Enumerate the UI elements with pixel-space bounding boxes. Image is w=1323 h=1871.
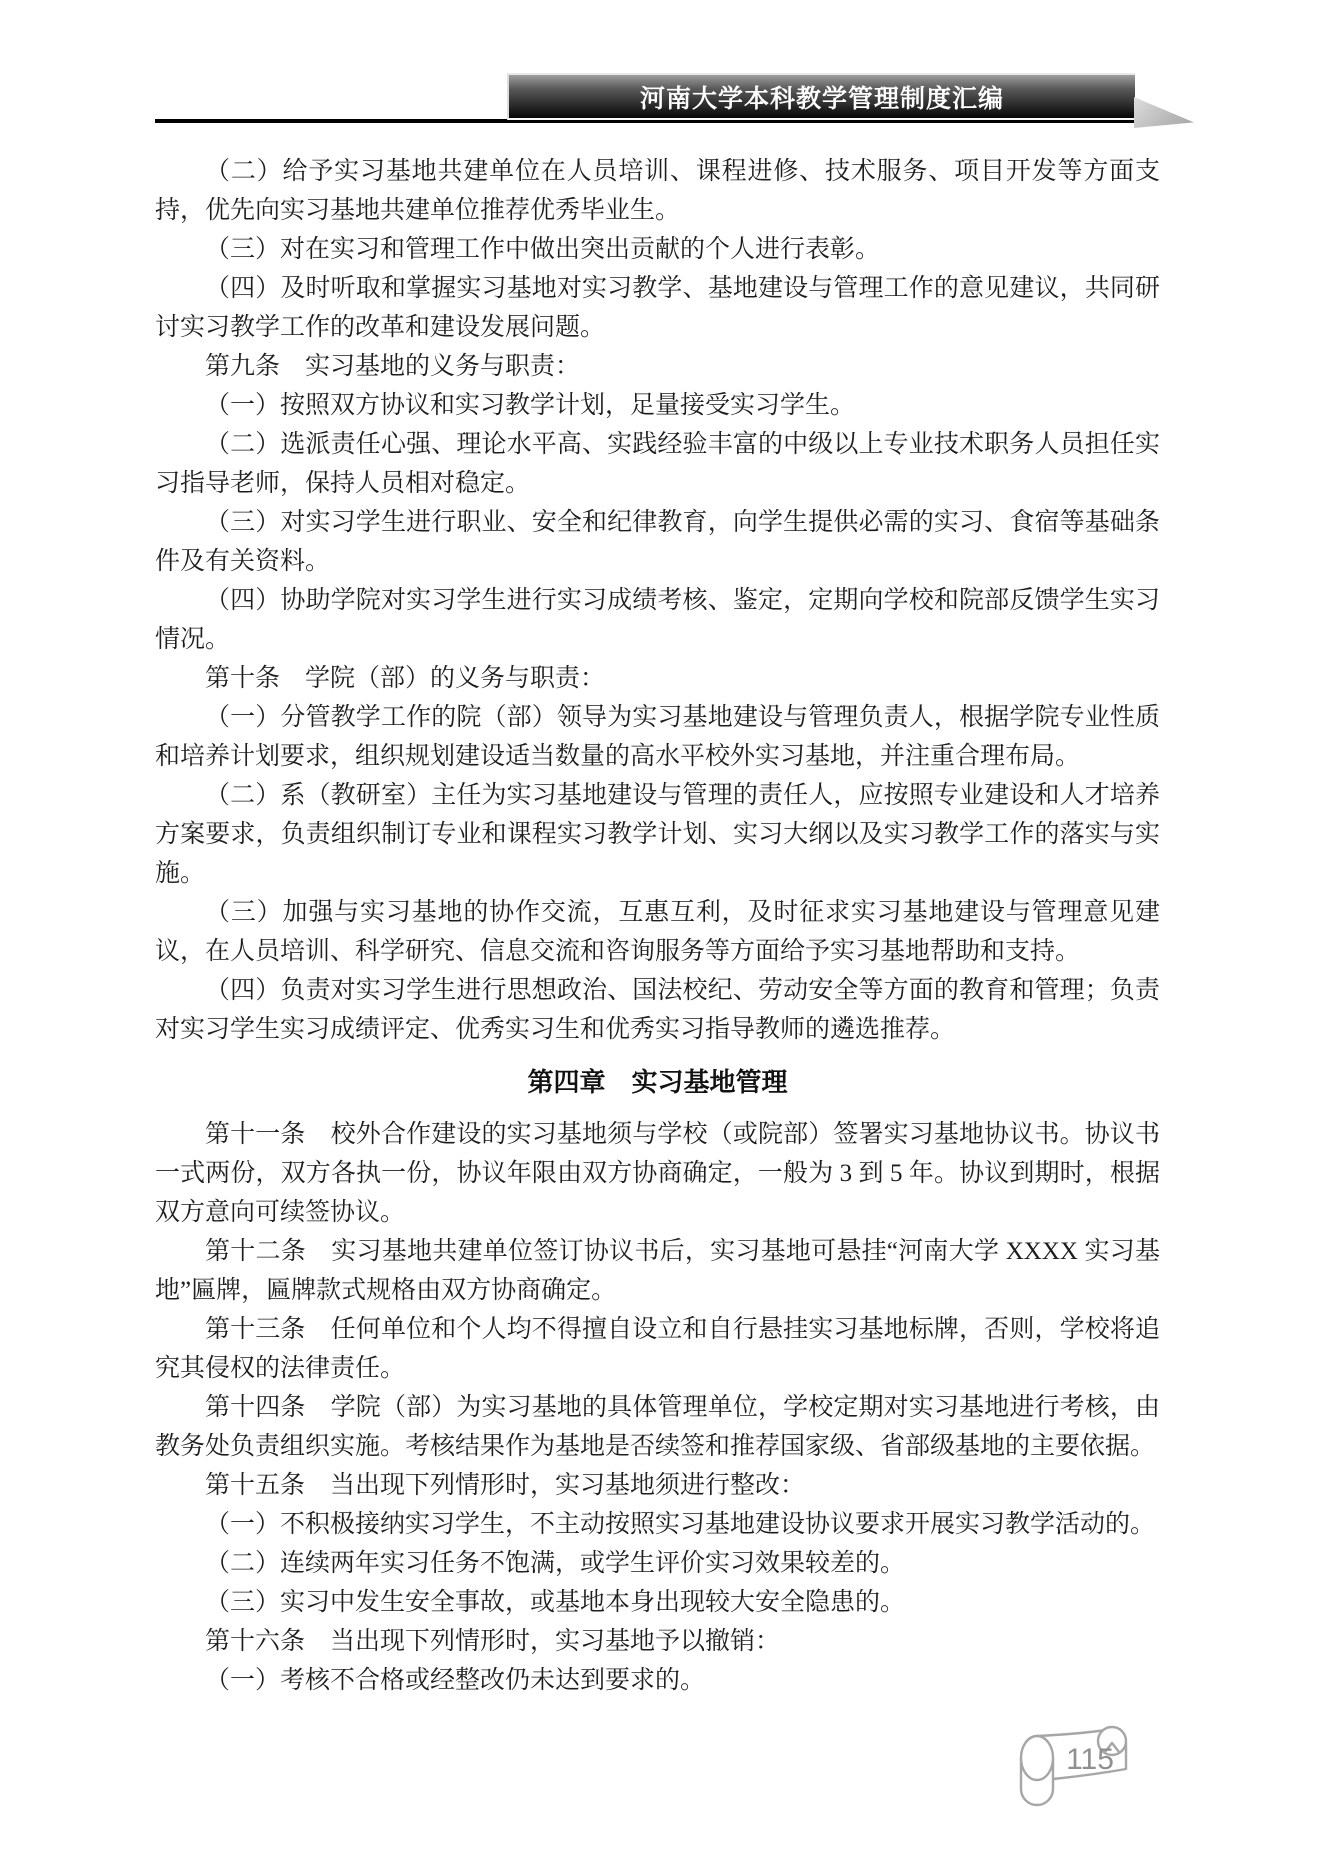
paragraph: （二）连续两年实习任务不饱满，或学生评价实习效果较差的。 bbox=[205, 1550, 906, 1577]
chapter-heading: 第四章 实习基地管理 bbox=[527, 1067, 788, 1097]
paragraph: （三）对实习学生进行职业、安全和纪律教育，向学生提供必需的实习、食宿等基础条件及有关资料。 bbox=[155, 509, 1160, 575]
paragraph: （一）不积极接纳实习学生，不主动按照实习基地建设协议要求开展实习教学活动的。 bbox=[205, 1511, 1156, 1538]
paragraph: 第十四条 学院（部）为实习基地的具体管理单位，学校定期对实习基地进行考核，由教务处负责组织实施。考核结果作为基地是否续签和推荐国家级、省部级基地的主要依据。 bbox=[155, 1394, 1160, 1460]
paragraph: （四）负责对实习学生进行思想政治、国法校纪、劳动安全等方面的教育和管理；负责对实习学生实习成绩评定、优秀实习生和优秀实习指导教师的遴选推荐。 bbox=[155, 977, 1160, 1043]
paragraph: （一）分管教学工作的院（部）领导为实习基地建设与管理负责人，根据学院专业性质和培养计划要求，组织规划建设适当数量的高水平校外实习基地，并注重合理布局。 bbox=[155, 704, 1160, 770]
paragraph: （一）考核不合格或经整改仍未达到要求的。 bbox=[205, 1667, 706, 1694]
paragraph: 第十五条 当出现下列情形时，实习基地须进行整改： bbox=[205, 1472, 806, 1499]
paragraph: 第十条 学院（部）的义务与职责： bbox=[205, 665, 606, 692]
paragraph: （二）给予实习基地共建单位在人员培训、课程进修、技术服务、项目开发等方面支持，优先向实习基地共建单位推荐优秀毕业生。 bbox=[155, 158, 1160, 224]
paragraph: （三）对在实习和管理工作中做出突出贡献的个人进行表彰。 bbox=[205, 236, 881, 263]
banner-title: 河南大学本科教学管理制度汇编 bbox=[639, 85, 1004, 113]
paragraph: （三）加强与实习基地的协作交流，互惠互利，及时征求实习基地建设与管理意见建议，在人员培训、科学研究、信息交流和咨询服务等方面给予实习基地帮助和支持。 bbox=[155, 899, 1160, 965]
page-number: 115 bbox=[1066, 1743, 1114, 1776]
header-banner bbox=[507, 73, 1135, 120]
document-body bbox=[155, 152, 1160, 1700]
header-arrow-icon bbox=[1134, 97, 1194, 128]
page-number-scroll-icon bbox=[1000, 1703, 1160, 1815]
paragraph: 第十三条 任何单位和个人均不得擅自设立和自行悬挂实习基地标牌，否则，学校将追究其侵权的法律责任。 bbox=[155, 1316, 1160, 1382]
paragraph: （四）及时听取和掌握实习基地对实习教学、基地建设与管理工作的意见建议，共同研讨实习教学工作的改革和建设发展问题。 bbox=[155, 275, 1160, 341]
paragraph: （二）选派责任心强、理论水平高、实践经验丰富的中级以上专业技术职务人员担任实习指导老师，保持人员相对稳定。 bbox=[155, 431, 1160, 497]
paragraph: （一）按照双方协议和实习教学计划，足量接受实习学生。 bbox=[205, 392, 856, 419]
paragraph: 第九条 实习基地的义务与职责： bbox=[205, 353, 581, 380]
paragraph: （四）协助学院对实习学生进行实习成绩考核、鉴定，定期向学校和院部反馈学生实习情况。 bbox=[155, 587, 1160, 653]
paragraph: 第十二条 实习基地共建单位签订协议书后，实习基地可悬挂“河南大学 XXXX 实习基地”匾牌，匾牌款式规格由双方协商确定。 bbox=[155, 1238, 1160, 1304]
paragraph: 第十六条 当出现下列情形时，实习基地予以撤销： bbox=[205, 1628, 781, 1655]
paragraph: 第十一条 校外合作建设的实习基地须与学校（或院部）签署实习基地协议书。协议书一式两份，双方各执一份，协议年限由双方协商确定，一般为 3 到 5 年。协议到期时，根据双方意向可续签协议。 bbox=[155, 1121, 1160, 1226]
paragraph: （三）实习中发生安全事故，或基地本身出现较大安全隐患的。 bbox=[205, 1589, 906, 1616]
paragraph: （二）系（教研室）主任为实习基地建设与管理的责任人，应按照专业建设和人才培养方案要求，负责组织制订专业和课程实习教学计划、实习大纲以及实习教学工作的落实与实施。 bbox=[155, 782, 1160, 887]
